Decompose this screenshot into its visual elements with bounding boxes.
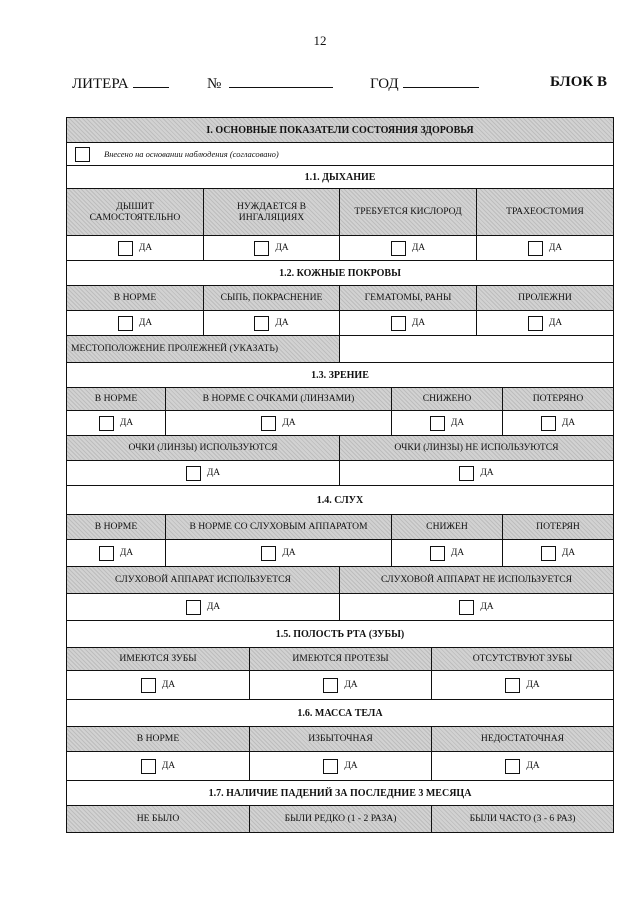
yes-checkbox-cell[interactable]	[339, 236, 476, 260]
vision-options-row	[67, 387, 613, 410]
yes-checkbox-cell[interactable]	[431, 671, 613, 699]
yes-checkbox-cell[interactable]	[339, 311, 476, 335]
hearing-aid-options-row	[67, 566, 613, 593]
yes-checkbox-cell[interactable]	[502, 411, 613, 435]
checkbox[interactable]	[505, 759, 520, 774]
yes-label: ДА	[561, 548, 576, 558]
glasses-options-row	[67, 435, 613, 460]
weight-title-row	[67, 699, 613, 726]
weight-check-row	[67, 751, 613, 780]
option-label: НЕ БЫЛО	[136, 813, 180, 825]
yes-checkbox-cell[interactable]	[67, 594, 339, 620]
section-title: 1.3. ЗРЕНИЕ	[311, 369, 369, 381]
number-field[interactable]	[207, 74, 333, 93]
checkbox[interactable]	[261, 546, 276, 561]
page-number: 12	[313, 33, 327, 48]
checkbox[interactable]	[323, 678, 338, 693]
section-title: 1.5. ПОЛОСТЬ РТА (ЗУБЫ)	[275, 628, 405, 640]
litera-label: ЛИТЕРА	[72, 76, 129, 92]
yes-checkbox-cell[interactable]	[67, 540, 165, 566]
checkbox[interactable]	[528, 241, 543, 256]
yes-label: ДА	[138, 243, 153, 253]
section-title: 1.2. КОЖНЫЕ ПОКРОВЫ	[279, 267, 401, 279]
option-label: ОТСУТСТВУЮТ ЗУБЫ	[431, 648, 613, 670]
checkbox[interactable]	[186, 600, 201, 615]
checkbox[interactable]	[323, 759, 338, 774]
skin-title-row	[67, 260, 613, 285]
yes-label: ДА	[275, 243, 289, 253]
checkbox[interactable]	[459, 600, 474, 615]
checkbox[interactable]	[391, 316, 406, 331]
checkbox[interactable]	[528, 316, 543, 331]
note-checkbox[interactable]	[75, 147, 90, 162]
yes-checkbox-cell[interactable]	[67, 671, 249, 699]
yes-label: ДА	[206, 602, 221, 612]
hearing-title-row	[67, 485, 613, 514]
litera-field[interactable]	[72, 74, 169, 93]
note-cell[interactable]	[67, 143, 613, 165]
option-label: ОЧКИ (ЛИНЗЫ) ИСПОЛЬЗУЮТСЯ	[128, 442, 278, 454]
hearing-options-row	[67, 514, 613, 539]
health-form	[66, 117, 614, 833]
option-label: СЛУХОВОЙ АППАРАТ НЕ ИСПОЛЬЗУЕТСЯ	[339, 567, 613, 593]
breathing-check-row	[67, 235, 613, 260]
checkbox[interactable]	[254, 316, 269, 331]
checkbox[interactable]	[118, 241, 133, 256]
block-label: БЛОК В	[550, 74, 608, 90]
option-label: В НОРМЕ С ОЧКАМИ (ЛИНЗАМИ)	[165, 388, 391, 410]
option-label: ИМЕЮТСЯ ПРОТЕЗЫ	[249, 648, 431, 670]
yes-label: ДА	[548, 243, 563, 253]
yes-checkbox-cell[interactable]	[391, 411, 502, 435]
mouth-options-row	[67, 647, 613, 670]
yes-label: ДА	[480, 602, 494, 612]
glasses-check-row	[67, 460, 613, 485]
yes-checkbox-cell[interactable]	[203, 311, 339, 335]
yes-label: ДА	[450, 548, 465, 558]
year-label: ГОД	[370, 76, 399, 92]
option-label: ГЕМАТОМЫ, РАНЫ	[339, 286, 476, 310]
skin-check-row	[67, 310, 613, 335]
yes-checkbox-cell[interactable]	[165, 411, 391, 435]
vision-check-row	[67, 410, 613, 435]
section-title: 1.6. МАССА ТЕЛА	[297, 707, 383, 719]
option-label: БЫЛИ РЕДКО (1 - 2 РАЗА)	[249, 806, 431, 832]
falls-options-row	[67, 805, 613, 832]
bedsore-location-label: МЕСТОПОЛОЖЕНИЕ ПРОЛЕЖНЕЙ (УКАЗАТЬ)	[67, 336, 339, 362]
checkbox[interactable]	[118, 316, 133, 331]
checkbox[interactable]	[505, 678, 520, 693]
checkbox[interactable]	[541, 416, 556, 431]
yes-label: ДА	[275, 318, 289, 328]
yes-label: ДА	[119, 548, 134, 558]
hearing-check-row	[67, 539, 613, 566]
yes-label: ДА	[450, 418, 465, 428]
option-label: В НОРМЕ	[113, 292, 157, 304]
form-title-row	[67, 118, 613, 142]
checkbox[interactable]	[541, 546, 556, 561]
yes-label: ДА	[282, 548, 296, 558]
yes-label: ДА	[161, 761, 176, 771]
yes-label: ДА	[206, 468, 221, 478]
weight-options-row	[67, 726, 613, 751]
yes-label: ДА	[526, 761, 540, 771]
breathing-title-row	[67, 165, 613, 188]
yes-label: ДА	[561, 418, 576, 428]
yes-label: ДА	[480, 468, 494, 478]
yes-checkbox-cell[interactable]	[249, 671, 431, 699]
yes-label: ДА	[119, 418, 134, 428]
vision-title-row	[67, 362, 613, 387]
yes-label: ДА	[548, 318, 563, 328]
option-label: ПРОЛЕЖНИ	[476, 286, 613, 310]
checkbox[interactable]	[459, 466, 474, 481]
yes-label: ДА	[344, 680, 358, 690]
yes-checkbox-cell[interactable]	[67, 236, 203, 260]
checkbox[interactable]	[141, 678, 156, 693]
option-label: ТРЕБУЕТСЯ КИСЛОРОД	[339, 189, 476, 235]
option-label: ИЗБЫТОЧНАЯ	[249, 727, 431, 751]
option-label: СЛУХОВОЙ АППАРАТ ИСПОЛЬЗУЕТСЯ	[115, 574, 291, 586]
section-title: 1.4. СЛУХ	[316, 494, 364, 506]
form-title: I. ОСНОВНЫЕ ПОКАЗАТЕЛИ СОСТОЯНИЯ ЗДОРОВЬЯ	[206, 124, 474, 136]
yes-label: ДА	[411, 318, 426, 328]
checkbox[interactable]	[430, 546, 445, 561]
yes-checkbox-cell[interactable]	[67, 752, 249, 780]
yes-label: ДА	[161, 680, 176, 690]
yes-checkbox-cell[interactable]	[431, 752, 613, 780]
number-label: №	[207, 76, 222, 92]
option-label: В НОРМЕ СО СЛУХОВЫМ АППАРАТОМ	[165, 515, 391, 539]
yes-checkbox-cell[interactable]	[339, 594, 613, 620]
option-label: ОЧКИ (ЛИНЗЫ) НЕ ИСПОЛЬЗУЮТСЯ	[339, 436, 613, 460]
litera-line[interactable]	[133, 74, 169, 88]
yes-label: ДА	[526, 680, 540, 690]
year-field[interactable]	[370, 74, 479, 93]
yes-checkbox-cell[interactable]	[203, 236, 339, 260]
note-text: Внесено на основании наблюдения (согласовано)	[104, 149, 279, 159]
option-label: СНИЖЕН	[391, 515, 502, 539]
note-row	[67, 142, 613, 165]
option-label: НУЖДАЕТСЯ В ИНГАЛЯЦИЯХ	[203, 189, 339, 235]
option-label: В НОРМЕ	[94, 393, 138, 405]
yes-checkbox-cell[interactable]	[476, 236, 613, 260]
yes-label: ДА	[138, 318, 153, 328]
yes-checkbox-cell[interactable]	[502, 540, 613, 566]
yes-checkbox-cell[interactable]	[67, 411, 165, 435]
checkbox[interactable]	[99, 546, 114, 561]
number-line[interactable]	[229, 74, 333, 88]
yes-label: ДА	[411, 243, 426, 253]
yes-label: ДА	[282, 418, 296, 428]
checkbox[interactable]	[186, 466, 201, 481]
option-label: В НОРМЕ	[136, 733, 180, 745]
year-line[interactable]	[403, 74, 479, 88]
mouth-title-row	[67, 620, 613, 647]
option-label: ТРАХЕОСТОМИЯ	[476, 189, 613, 235]
yes-checkbox-cell[interactable]	[165, 540, 391, 566]
mouth-check-row	[67, 670, 613, 699]
checkbox[interactable]	[430, 416, 445, 431]
yes-checkbox-cell[interactable]	[391, 540, 502, 566]
option-label: СНИЖЕНО	[391, 388, 502, 410]
yes-label: ДА	[344, 761, 358, 771]
checkbox[interactable]	[254, 241, 269, 256]
bedsore-location-input[interactable]	[339, 336, 613, 362]
checkbox[interactable]	[261, 416, 276, 431]
yes-checkbox-cell[interactable]	[339, 461, 613, 485]
checkbox[interactable]	[141, 759, 156, 774]
yes-checkbox-cell[interactable]	[67, 311, 203, 335]
option-label: ДЫШИТ САМОСТОЯТЕЛЬНО	[89, 200, 181, 223]
option-label: БЫЛИ ЧАСТО (3 - 6 РАЗ)	[431, 806, 613, 832]
checkbox[interactable]	[391, 241, 406, 256]
checkbox[interactable]	[99, 416, 114, 431]
breathing-options-row	[67, 188, 613, 235]
option-label: ПОТЕРЯНО	[502, 388, 613, 410]
option-label: СЫПЬ, ПОКРАСНЕНИЕ	[203, 286, 339, 310]
section-title: 1.7. НАЛИЧИЕ ПАДЕНИЙ ЗА ПОСЛЕДНИЕ 3 МЕСЯЦА	[208, 787, 472, 799]
option-label: В НОРМЕ	[94, 521, 138, 533]
section-title: 1.1. ДЫХАНИЕ	[304, 171, 376, 183]
falls-title-row	[67, 780, 613, 805]
option-label: ПОТЕРЯН	[502, 515, 613, 539]
bedsore-location-row	[67, 335, 613, 362]
option-label: НЕДОСТАТОЧНАЯ	[431, 727, 613, 751]
yes-checkbox-cell[interactable]	[67, 461, 339, 485]
yes-checkbox-cell[interactable]	[249, 752, 431, 780]
yes-checkbox-cell[interactable]	[476, 311, 613, 335]
option-label: ИМЕЮТСЯ ЗУБЫ	[119, 653, 197, 665]
skin-options-row	[67, 285, 613, 310]
hearing-aid-check-row	[67, 593, 613, 620]
